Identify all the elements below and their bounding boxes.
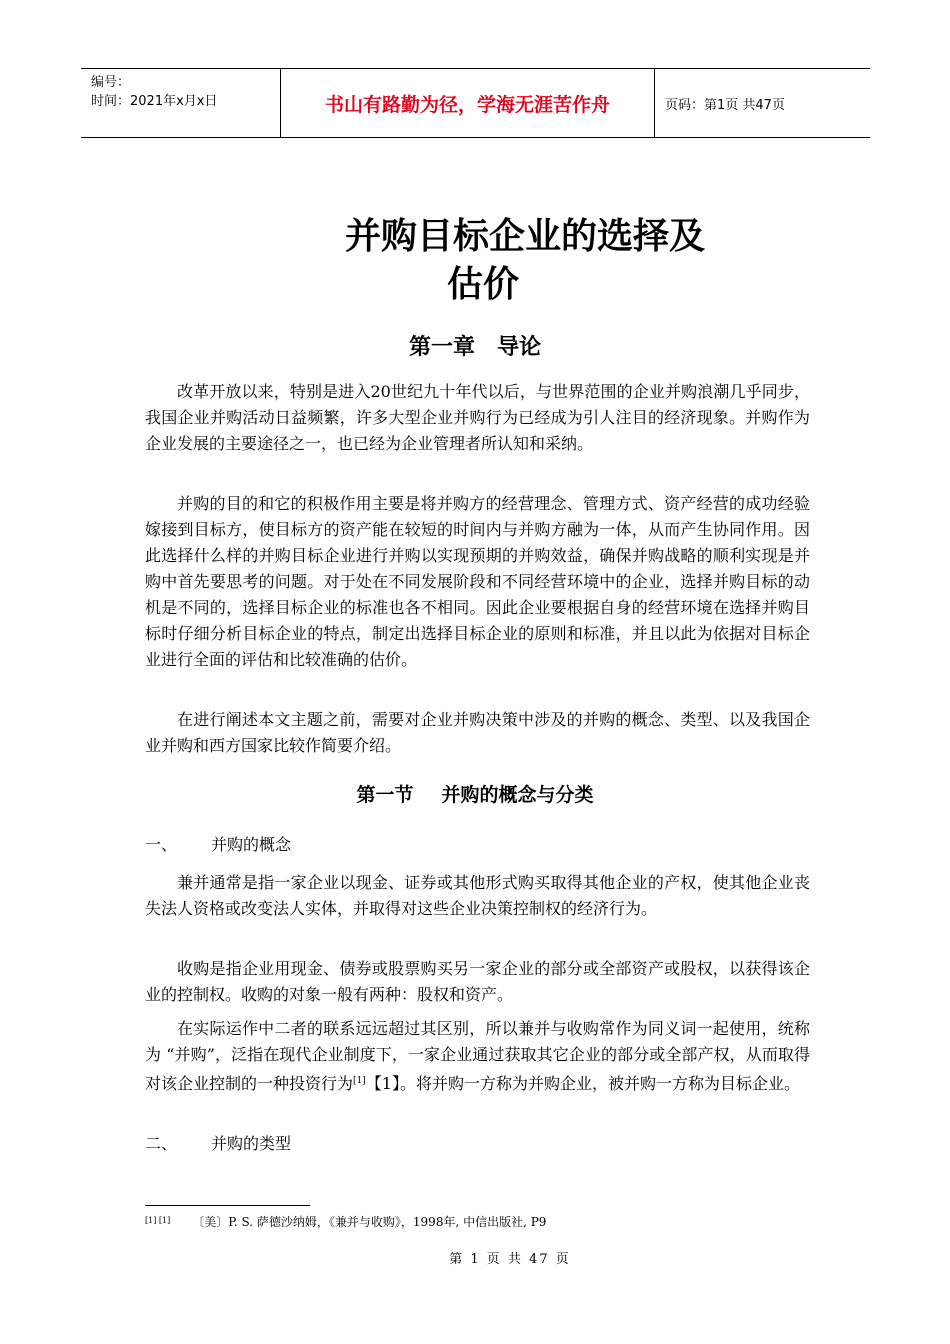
header-code-label: 编号： <box>91 75 131 90</box>
header-page-info: 页码：第1页 共47页 <box>665 97 785 113</box>
paragraph-acquisition-definition: 收购是指企业用现金、债券或股票购买另一家企业的部分或全部资产或股权，以获得该企业的控制权。收购的对象一般有两种：股权和资产。 <box>145 959 810 1004</box>
header-motto: 书山有路勤为径，学海无涯苦作舟 <box>281 69 655 137</box>
footnote-reference[interactable]: [1] <box>353 1076 366 1086</box>
footnote-mark: [1] [1] <box>145 1216 171 1225</box>
subsection-heading-1 <box>145 832 291 855</box>
paragraph-merger-definition: 兼并通常是指一家企业以现金、证券或其他形式购买取得其他企业的产权，使其他企业丧失法人资格或改变法人实体，并取得对这些企业决策控制权的经济行为。 <box>145 873 810 918</box>
subsection-name: 并购的类型 <box>211 1134 292 1153</box>
document-title-line1: 并购目标企业的选择及 <box>344 216 705 257</box>
section-heading <box>0 780 950 807</box>
page-number: 第 1 页 共 47 页 <box>449 1252 571 1267</box>
section-number: 第一节 <box>356 784 414 806</box>
paragraph-text: 在实际运作中二者的联系远远超过其区别，所以兼并与收购常作为同义词一起使用，统称为 “并购”，泛指在现代企业制度下，一家企业通过获取其它企业的部分或全部产权，从而取得对该企业控制的一种投资行为 <box>145 1019 810 1093</box>
subsection-name: 并购的概念 <box>211 835 292 854</box>
paragraph-text-tail: 。将并购一方称为并购企业，被并购一方称为目标企业。 <box>399 1074 800 1093</box>
paragraph-intro-2: 并购的目的和它的积极作用主要是将并购方的经营理念、管理方式、资产经营的成功经验嫁接到目标方，使目标方的资产能在较短的时间内与并购方融为一体，从而产生协同作用。因此选择什么样的并购目标企业进行并购以实现预期的并购效益，确保并购战略的顺利实现是并购中首先要思考的问题。对于处在不同发展阶段和不同经营环境中的企业，选择并购目标的动机是不同的，选择目标企业的标准也各不相同。因此企业要根据自身的经营环境在选择并购目标时仔细分析目标企业的特点，制定出选择目标企业的原则和标准，并且以此为依据对目标企业进行全面的评估和比较准确的估价。 <box>145 494 810 669</box>
paragraph-intro-1: 改革开放以来，特别是进入20世纪九十年代以后，与世界范围的企业并购浪潮几乎同步，我国企业并购活动日益频繁，许多大型企业并购行为已经成为引人注目的经济现象。并购作为企业发展的主要途径之一，也已经为企业管理者所认知和采纳。 <box>145 382 810 453</box>
footnote-text: 〔美〕P. S. 萨德沙纳姆，《兼并与收购》，1998年, 中信出版社, P9 <box>192 1215 547 1229</box>
footnote <box>145 1213 546 1230</box>
subsection-number: 二、 <box>145 1134 178 1153</box>
header-table <box>81 68 870 138</box>
paragraph-intro-3: 在进行阐述本文主题之前，需要对企业并购决策中涉及的并购的概念、类型、以及我国企业并购和西方国家比较作简要介绍。 <box>145 710 810 755</box>
citation-reference: 【1】 <box>365 1074 400 1093</box>
section-name: 并购的概念与分类 <box>441 784 594 806</box>
subsection-heading-2 <box>145 1131 291 1154</box>
subsection-number: 一、 <box>145 835 178 854</box>
document-title-line2: 估价 <box>446 264 519 305</box>
chapter-number: 第一章 <box>408 335 475 360</box>
chapter-name: 导论 <box>497 335 542 360</box>
footnote-divider <box>145 1205 310 1206</box>
chapter-heading <box>0 330 950 361</box>
header-meta <box>81 69 281 137</box>
paragraph-ma-definition <box>145 1016 810 1097</box>
header-time-label: 时间：2021年x月x日 <box>91 94 218 109</box>
